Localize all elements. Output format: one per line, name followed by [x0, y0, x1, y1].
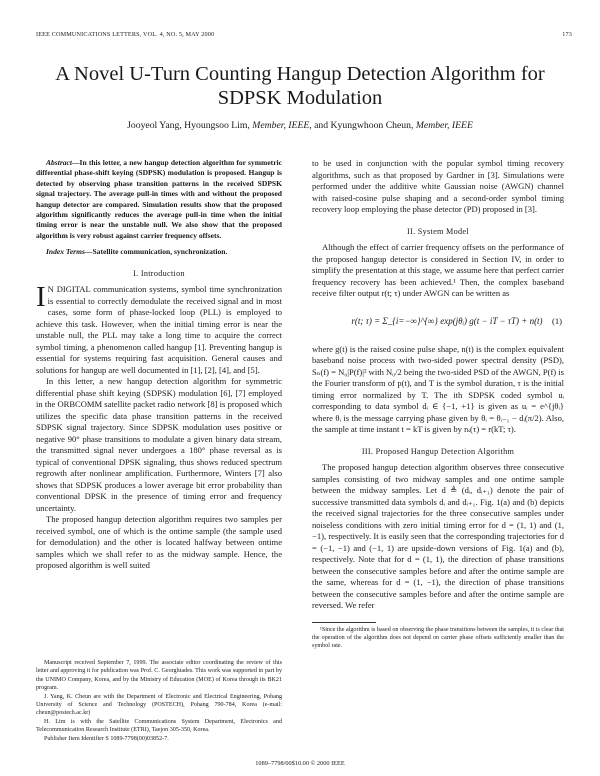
journal-line: IEEE COMMUNICATIONS LETTERS, VOL. 4, NO. 5, MAY 2000 [36, 31, 215, 38]
footnote-affiliation-1: J. Yang, K. Cheun are with the Department of Electronic and Electrical Engineering, Pohang University of Science and Technology (POSTECH), Pohang 790-784, Korea (e-mail: cheun@postech.ac.kr) [36, 693, 282, 717]
footnote-affiliation-2: H. Lim is with the Satellite Communications System Department, Electronics and Telecommunication Research Institute (ETRI), Taejon 305-350, Korea. [36, 718, 282, 734]
footnote-manuscript: Manuscript received September 7, 1999. The associate editor coordinating the review of this letter and approving it for publication was Prof. C. Georghiades. This work was supported in part by the UNIMO Company, Korea, and by the Ministry of Education (MOE) of Korea through its BK21 program. [36, 660, 282, 692]
algorithm-paragraph-1: The proposed hangup detection algorithm observes three consecutive samples consisting of two midway samples and one ontime sample between the midway samples. Let d ≜ (dᵢ, dᵢ₊₁) denote the pair of successive transmitted data symbols dᵢ and dᵢ₊₁. Fig. 1(a) and (b) depicts the received signal trajectories for the three consecutive samples under noiseless conditions with zero initial timing error for d = (1, 1) and (1, −1), respectively. It is easily seen that the corresponding trajectories for d = (−1, −1) and (−1, 1) are upside-down versions of Fig. 1(a) and (b), respectively. Note that for d = (1, 1), the direction of phase transitions between the consecutive samples before and after the ontime sample are the same, whereas for d = (1, −1), the direction of phase transitions between the consecutive samples before and after the ontime sample are reversed. We refer [312, 462, 564, 610]
intro-paragraph-1 [36, 281, 282, 376]
left-footnotes [36, 659, 282, 743]
paper-title: A Novel U-Turn Counting Hangup Detection Algorithm for SDPSK Modulation [55, 63, 545, 109]
page-number: 173 [562, 31, 572, 38]
system-paragraph-2: where g(t) is the raised cosine pulse shape, n(t) is the complex equivalent baseband noise process with two-sided power spectral density (PSD), Sₙ(f) = N₀|P(f)|² with N₀/2 being the two-sided PSD of the AWGN, P(f) is the Fourier transform of p(t), and T is the symbol duration, τ is the initial timing error normalized by T. The ith SDPSK coded symbol uᵢ corresponding to data symbol dᵢ ∈ {−1, +1} is given as uᵢ = e^{jθᵢ} where θᵢ is the message carrying phase given by θᵢ = θᵢ₋₁ − dᵢ(π/2). Also, the sample at time instant t = kT is given by rₖ(τ) = r(kT; τ). [312, 343, 564, 434]
equation-1-body: r(t; τ) = Σ_{i=−∞}^{∞} exp(jθᵢ) g(t − iT − τT) + n(t) [351, 315, 543, 326]
author-line [30, 120, 570, 131]
intro-paragraph-1-text: N DIGITAL communication systems, symbol time synchronization is essential to correctly demodulate the received signal and in most cases, some form of phase-locked loop (PLL) is employed to achieve this task. However, when the initial timing error is near the unstable null, the PLL may take a long time to acquire the correct symbol timing, a phenomenon called hangup [1]. Preventing hangup is essential for systems requiring fast acquisition. General causes and solutions for hangup are well documented in [1], [2], [4], and [5]. [36, 284, 282, 375]
index-terms [36, 247, 282, 257]
section-heading-introduction: I. Introduction [133, 268, 185, 278]
abstract-label: Abstract— [46, 158, 80, 167]
index-terms-text: Satellite communication, synchronization. [92, 247, 228, 257]
right-column [312, 158, 564, 651]
intro-paragraph-2: In this letter, a new hangup detection algorithm for symmetric differential phase shift keying (SDPSK) modulation [6], [7] employed in the ORBCOMM satellite packet radio network [8] is proposed which utilizes the specific data phase transition patterns in the received SDPSK signal trajectory. Since SDPSK modulation uses positive or negative 90° phase transitions to modulate a given binary data stream, the transmitted signal never undergoes a 180° phase reversal as is typical of conventional DPSK signaling, thus shows reduced spectrum regrowth after nonlinear amplification. Furthermore, Winters [7] also shows that SDPSK produces a lower average bit error probability than conventional DPSK in the presence of timing error and frequency uncertainty. [36, 376, 282, 513]
author-names-1: Jooyeol Yang, Hyoungsoo Lim, [127, 120, 250, 131]
abstract [36, 158, 282, 241]
drop-cap: I [36, 281, 46, 314]
abstract-text: In this letter, a new hangup detection algorithm for symmetric differential phase-shift keying (SDPSK) modulation is proposed. Hangup is detected by observing phase transition patterns in the received SDPSK signal trajectory. The average pull-in times with and without the proposed hangup detector are compared. Simulation results show that the proposed algorithm significantly reduces the average pull-in time when the initial timing error is near the unstable null. We also show that the proposed algorithm is very robust against carrier frequency offsets. [36, 158, 282, 240]
author-role-2: Member, IEEE [415, 120, 473, 131]
footnote-rule [312, 622, 376, 623]
intro-continuation: to be used in conjunction with the popular symbol timing recovery algorithms, such as that proposed by Gardner in [3]. Simulations were performed under the additive white Gaussian noise (AWGN) channel with raised-cosine pulse shaping and a second-order symbol timing recovery loop employing the phase detector (PD) proposed in [3]. [312, 158, 564, 214]
equation-1-number: (1) [551, 315, 562, 326]
intro-paragraph-3: The proposed hangup detection algorithm requires two samples per received symbol, one of which is the ontime sample (the sample used for demodulation) and the other is located halfway between ontime samples which we shall refer to as the midway sample. Hence, the proposed algorithm is well suited [36, 514, 282, 571]
author-role-1: Member, IEEE [252, 120, 310, 131]
running-head [36, 31, 572, 38]
author-names-2: , and Kyungwhoon Cheun, [309, 120, 414, 131]
footnote-pii: Publisher Item Identifier S 1089-7798(00)03852-7. [44, 735, 169, 742]
system-paragraph-1: Although the effect of carrier frequency offsets on the performance of the proposed hangup detector is considered in Section IV, in order to simplify the presentation at this stage, we assume here that perfect carrier frequency recovery has been achieved.¹ Then, the complex baseband receive filter output r(t; τ) under AWGN can be written as [312, 242, 564, 298]
section-heading-algorithm: III. Proposed Hangup Detection Algorithm [361, 446, 515, 456]
section-heading-system-model: II. System Model [407, 226, 469, 236]
footnote-1: ¹Since the algorithm is based on observing the phase transitions between the samples, it is clear that the operation of the algorithm does not depend on carrier phase offsets sufficiently smaller than the symbol rate. [312, 626, 564, 650]
left-column [36, 158, 282, 572]
equation-1 [312, 308, 564, 336]
copyright-line: 1089–7798/00$10.00 © 2000 IEEE [255, 760, 345, 767]
index-terms-label: Index Terms— [46, 247, 93, 257]
